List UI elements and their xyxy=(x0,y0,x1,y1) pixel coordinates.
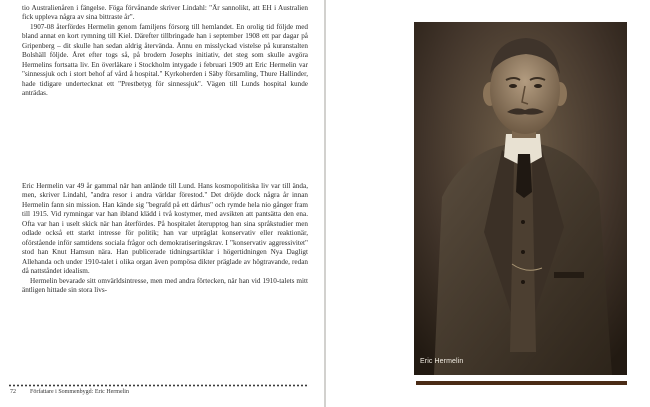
page-number: 72 xyxy=(10,389,16,395)
paragraph: tio Australienåren i fängelse. Föga förvånande skriver Lindahl: "Är sannolikt, att EH i Australien fick uppleva några av sina bittraste år". xyxy=(22,4,308,22)
decorative-rule xyxy=(416,381,627,385)
dotted-rule xyxy=(8,384,308,387)
photo-caption: Eric Hermelin xyxy=(420,358,464,365)
portrait-photo xyxy=(414,22,627,375)
paragraph: Hermelin bevarade sitt omvärldsintresse, men med andra förtecken, när han vid 1910-talets mitt äntligen hittade sin stora livs- xyxy=(22,276,308,294)
running-title: Författare i Sommenbygd: Eric Hermelin xyxy=(30,389,129,395)
page-footer xyxy=(8,384,318,404)
text-block-top xyxy=(22,4,308,99)
portrait-illustration xyxy=(414,22,627,375)
paragraph: Eric Hermelin var 49 år gammal när han anlände till Lund. Hans kosmopolitiska liv var till ända, men, skriver Lindahl, "andra resor i andra världar förestod." Det dröjde dock några år innan Hermelin fann sin mission. Han kände sig "begrafd på ett dårhus" och rymde hela nio gånger fram till 1915. Vid rymningar var han ibland klädd i två kostymer, med avsikten att pantsätta den ena. Ofta var han i uselt skick när han återfördes. På hospitalet återupptog han sina språkstudier men odlade också ett starkt intresse för politik; han var utpräglat konservativ eller reaktionär, oförstående inför samtidens sociala frågor och demokratiseringskrav. I "konservativ aggressivitet" stod han Knut Hamsun nära. Han publicerade tidningsartiklar i högertidningen Nya Dagligt Allehanda och under 1910-talet i olika organ även pompösa dikter präglade av högtravande, redan då nattståndet idealism. xyxy=(22,182,308,276)
text-block-bottom xyxy=(22,182,308,295)
paragraph: 1907-08 återfördes Hermelin genom familjens försorg till hemlandet. En orolig tid följde med bland annat en kort rymning till Kiel. Därefter tillbringade han i september 1908 ett par dagar på Gripenberg – dit skulle han sedan aldrig återvända. Ännu en misslyckad vistelse på kuranstalten Bolshäll följde. Året efter togs så, på brodern Josephs initiativ, det steg som skulle avgöra Hermelins fortsatta liv. En överläkare i Stockholm intygade i februari 1909 att Eric Hermelin var "sinnessjuk och i stort behof af vård å hospital." Kyrkoherden i Säby församling, Thure Hallinder, hade tidigare undertecknat ett "Prestbetyg för sinnessjuk". Vägen till Lunds hospital kunde anträdas. xyxy=(22,22,308,98)
left-page xyxy=(0,0,324,407)
